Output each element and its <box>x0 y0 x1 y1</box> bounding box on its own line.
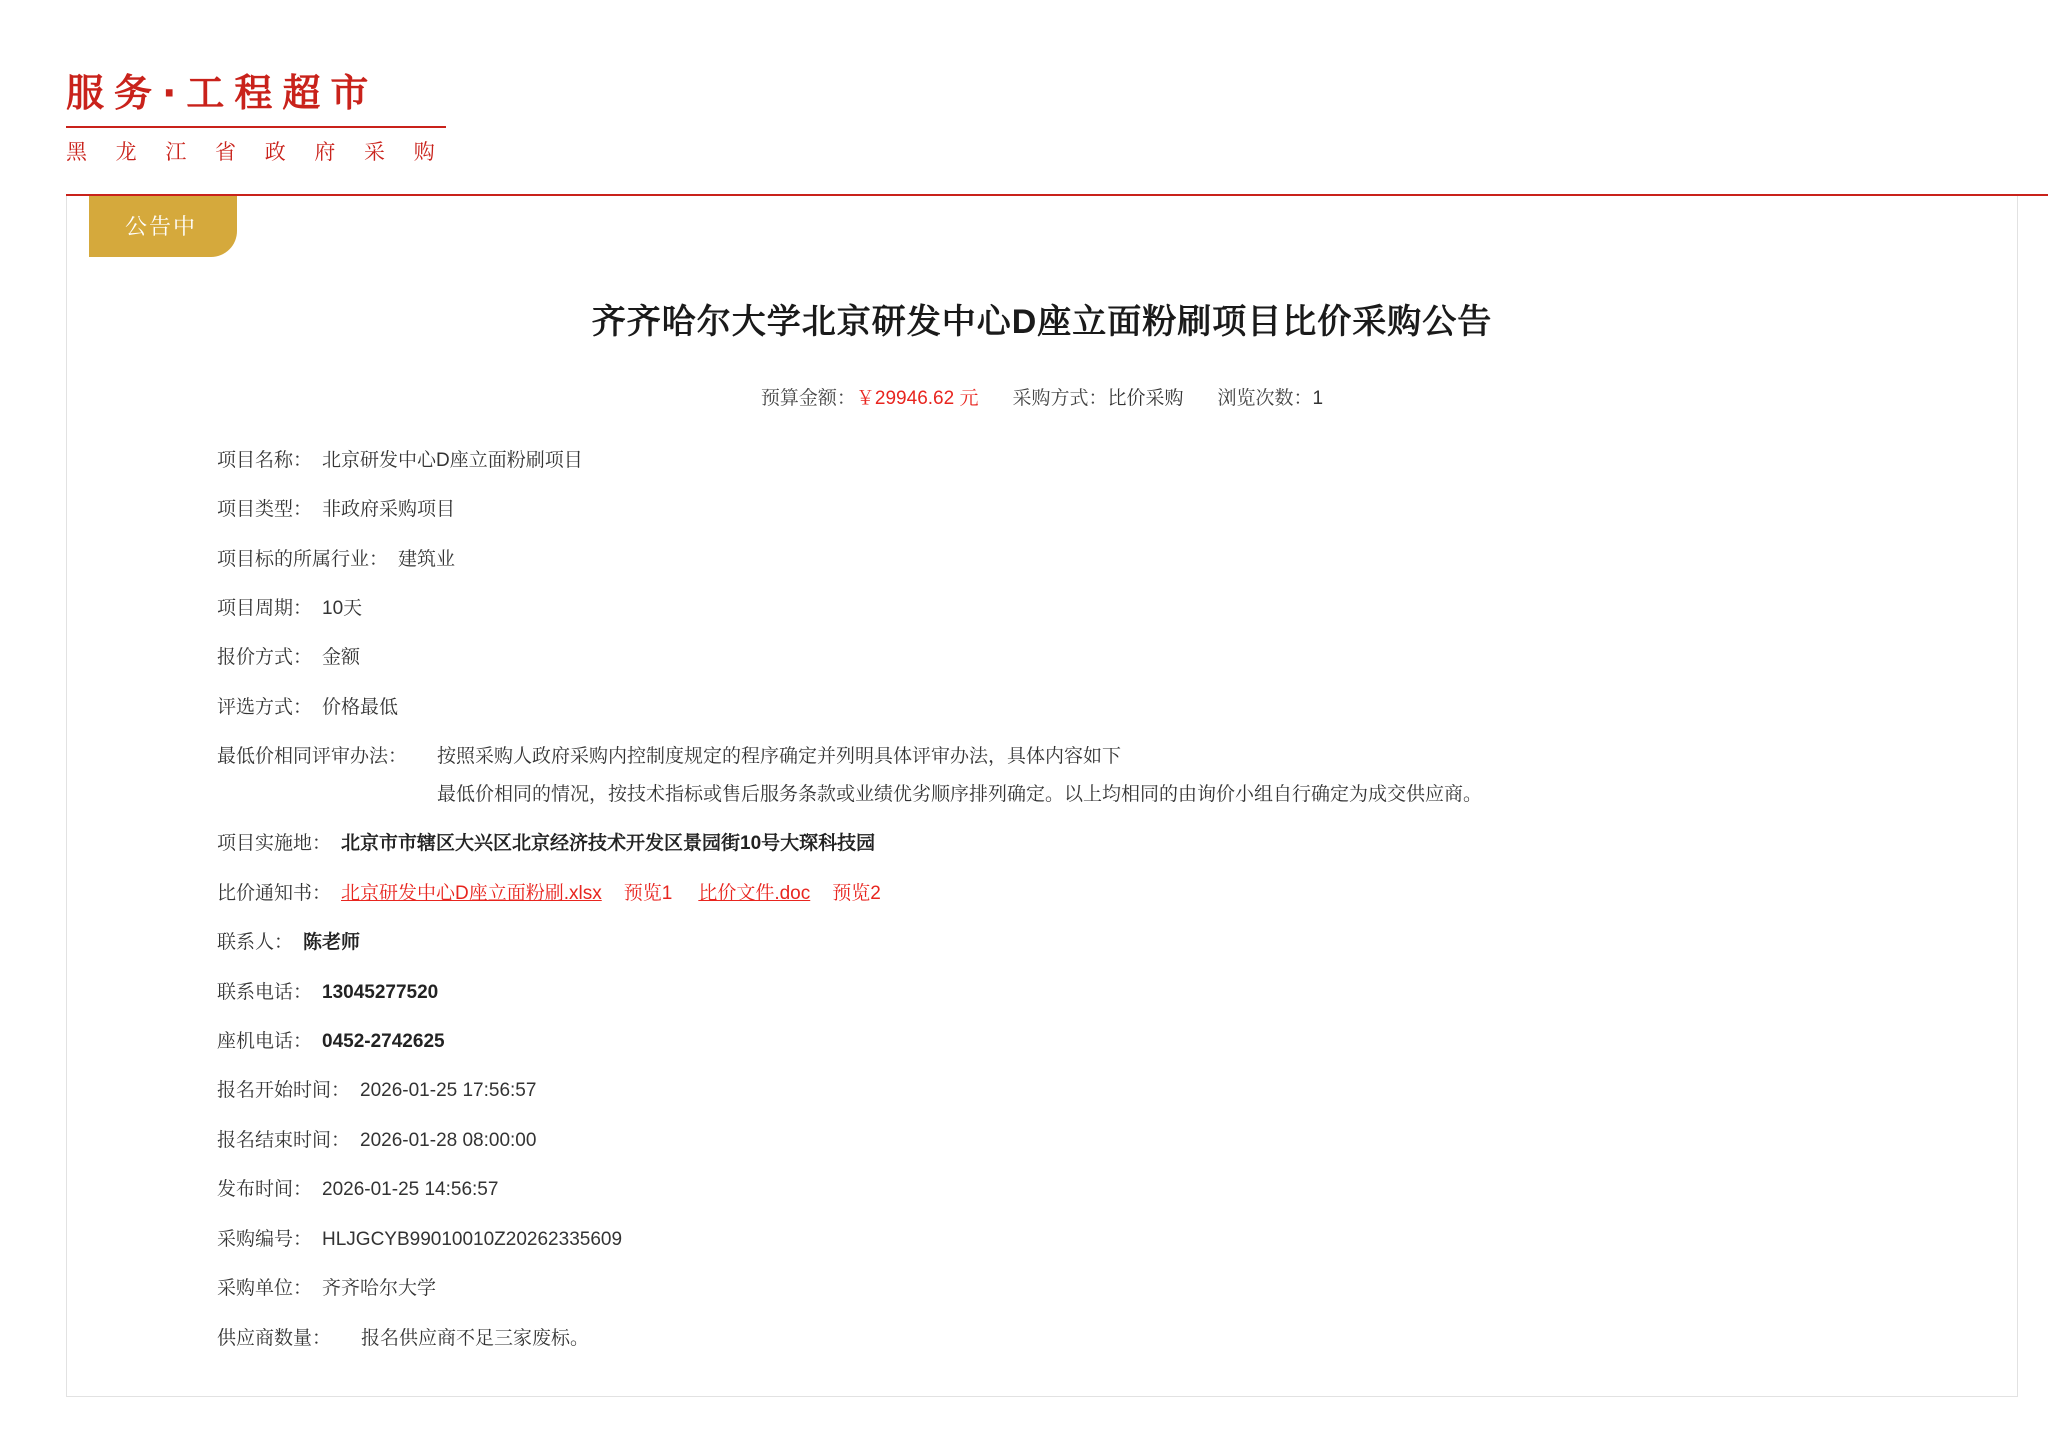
signup-end-label: 报名结束时间： <box>217 1129 351 1151</box>
field-value: 价格最低 <box>322 696 399 718</box>
detail-row <box>217 485 2017 534</box>
field-value: 建筑业 <box>398 548 456 570</box>
landline-label: 座机电话： <box>217 1030 313 1052</box>
detail-row <box>217 436 2017 485</box>
budget-value: ￥29946.62 元 <box>855 387 979 409</box>
purchase-number-row <box>217 1215 2017 1264</box>
purchaser-row <box>217 1264 2017 1313</box>
review-method-line-1: 按照采购人政府采购内控制度规定的程序确定并列明具体评审办法，具体内容如下 <box>437 746 1122 768</box>
signup-start-value: 2026-01-25 17:56:57 <box>360 1080 537 1102</box>
publish-time-row <box>217 1165 2017 1214</box>
contact-person-label: 联系人： <box>217 932 294 954</box>
detail-list <box>67 436 2017 1363</box>
landline-row <box>217 1017 2017 1066</box>
review-method-value <box>417 742 1482 809</box>
contact-person-row <box>217 918 2017 967</box>
logo-sub-text: 黑 龙 江 省 政 府 采 购 <box>66 139 446 164</box>
summary-row <box>67 383 2017 410</box>
field-label: 项目标的所属行业： <box>217 548 389 570</box>
field-label: 项目周期： <box>217 598 313 619</box>
review-method-line-2: 最低价相同的情况，按技术指标或售后服务条款或业绩优劣顺序排列确定。以上均相同的由询价小组自行确定为成交供应商。 <box>437 783 1483 805</box>
logo-divider <box>66 126 446 128</box>
logo-main-text: 服务·工程超市 <box>66 71 379 115</box>
method-value: 比价采购 <box>1107 387 1184 409</box>
attachment-link-doc[interactable]: 比价文件.doc <box>698 882 811 904</box>
purchaser-label: 采购单位： <box>217 1278 313 1300</box>
field-label: 报价方式： <box>217 647 313 669</box>
announcement-card <box>66 196 2018 1397</box>
signup-end-value: 2026-01-28 08:00:00 <box>360 1129 537 1151</box>
supplier-count-value: 报名供应商不足三家废标。 <box>361 1327 590 1349</box>
publish-time-label: 发布时间： <box>217 1179 313 1201</box>
review-method-row <box>217 732 2017 819</box>
budget-label: 预算金额： <box>760 387 856 409</box>
detail-row <box>217 683 2017 732</box>
location-label: 项目实施地： <box>217 833 332 855</box>
notice-files-row <box>217 869 2017 918</box>
contact-phone-row <box>217 968 2017 1017</box>
status-badge: 公告中 <box>89 196 237 257</box>
site-logo[interactable] <box>66 72 446 166</box>
contact-phone-label: 联系电话： <box>217 981 313 1003</box>
method-label: 采购方式： <box>1012 387 1108 409</box>
notice-files-value <box>341 879 907 908</box>
landline-value: 0452-2742625 <box>322 1030 445 1052</box>
signup-start-row <box>217 1066 2017 1115</box>
field-value: 10天 <box>322 598 363 619</box>
detail-row <box>217 584 2017 633</box>
location-value: 北京市市辖区大兴区北京经济技术开发区景园街10号大琛科技园 <box>341 833 876 855</box>
contact-phone-value: 13045277520 <box>322 981 439 1003</box>
location-row <box>217 819 2017 868</box>
notice-files-label: 比价通知书： <box>217 882 332 904</box>
field-value: 非政府采购项目 <box>322 499 456 521</box>
supplier-count-label: 供应商数量： <box>217 1327 332 1349</box>
field-label: 评选方式： <box>217 696 313 718</box>
field-label: 项目名称： <box>217 449 313 471</box>
detail-row <box>217 535 2017 584</box>
purchase-number-label: 采购编号： <box>217 1228 313 1250</box>
signup-end-row <box>217 1116 2017 1165</box>
review-method-label: 最低价相同评审办法： <box>217 746 408 768</box>
publish-time-value: 2026-01-25 14:56:57 <box>322 1179 499 1201</box>
detail-row <box>217 633 2017 682</box>
supplier-count-row <box>217 1314 2017 1363</box>
purchaser-value: 齐齐哈尔大学 <box>322 1278 437 1300</box>
field-value: 金额 <box>322 647 361 669</box>
field-value: 北京研发中心D座立面粉刷项目 <box>322 449 583 471</box>
contact-person-value: 陈老师 <box>303 932 361 954</box>
site-header <box>0 0 2048 196</box>
views-label: 浏览次数： <box>1217 387 1313 409</box>
attachment-link-xlsx[interactable]: 北京研发中心D座立面粉刷.xlsx <box>341 882 602 904</box>
preview-link-1[interactable]: 预览1 <box>623 882 673 904</box>
page-title: 齐齐哈尔大学北京研发中心D座立面粉刷项目比价采购公告 <box>591 302 1493 341</box>
views-value: 1 <box>1312 387 1324 409</box>
purchase-number-value: HLJGCYB99010010Z20262335609 <box>322 1228 623 1250</box>
signup-start-label: 报名开始时间： <box>217 1080 351 1102</box>
preview-link-2[interactable]: 预览2 <box>832 882 881 904</box>
field-label: 项目类型： <box>217 499 313 521</box>
